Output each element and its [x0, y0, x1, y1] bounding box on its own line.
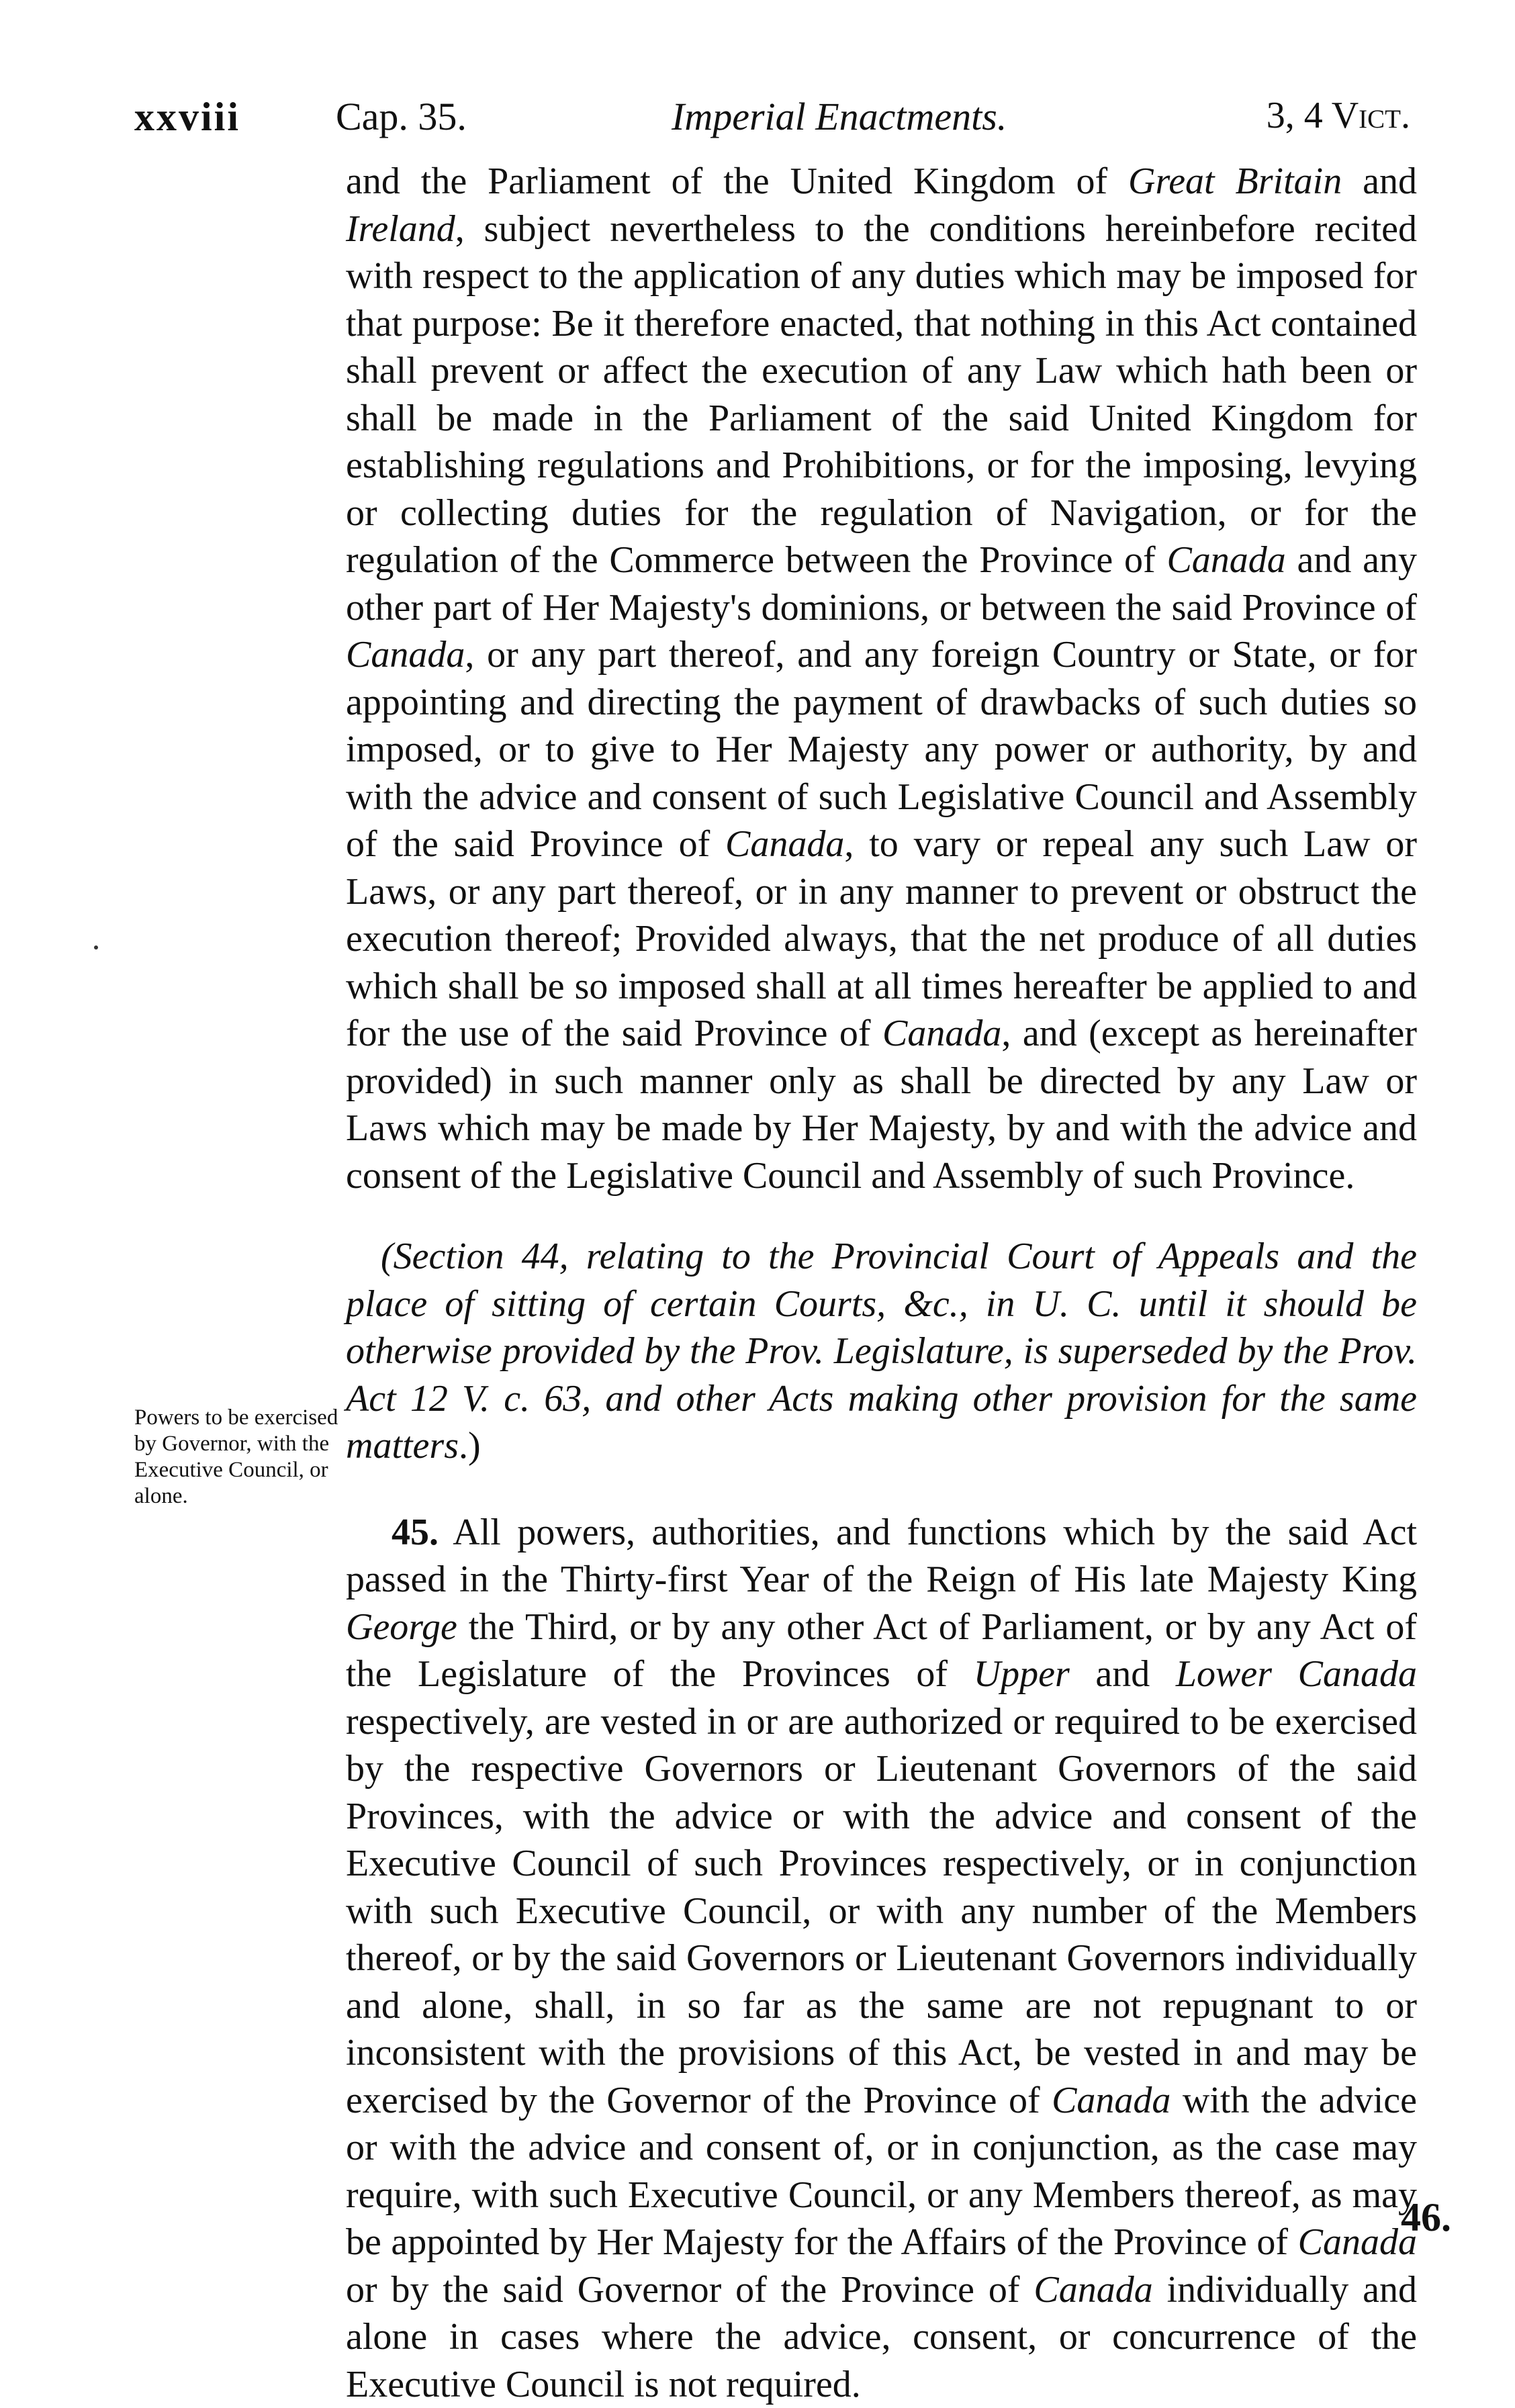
marginal-note: Powers to be exercised by Governor, with the Executive Council, or alone. — [134, 1405, 349, 1510]
section-number: 45. — [392, 1512, 439, 1553]
page-number: xxviii — [134, 94, 240, 140]
paragraph-continuation: and the Parliament of the United Kingdom of Great Britain and Ireland, subject nevertheless to the conditions hereinbefore recited with respect to the application of any duties which may be imposed for that purpose: Be it therefore enacted, that nothing in this Act contained shall prevent or affect the execution of any Law which hath been or shall be made in the Parliament of the said United Kingdom for establishing regulations and Prohibitions, or for the imposing, levying or collecting duties for the regulation of Navigation, or for the regulation of the Commerce between the Province of Canada and any other part of Her Majesty's dominions, or between the said Province of Canada, or any part thereof, and any foreign Country or State, or for appointing and directing the payment of drawbacks of such duties so imposed, or to give to Her Majesty any power or authority, by and with the advice and consent of such Legislative Council and Assembly of the said Province of Canada, to vary or repeal any such Law or Laws, or any part thereof, or in any manner to prevent or obstruct the execution thereof; Provided always, that the net produce of all duties which shall be so imposed shall at all times hereafter be applied to and for the use of the said Province of Canada, and (except as hereinafter provided) in such manner only as shall be directed by any Law or Laws which may be made by Her Majesty, by and with the advice and consent of the Legislative Council and Assembly of such Province. — [346, 158, 1417, 1199]
paper-speck — [94, 945, 98, 950]
chapter-reference: Cap. 35. — [336, 94, 467, 139]
page-header — [134, 94, 1410, 154]
regnal-year: 3, 4 Vict. — [1267, 94, 1410, 137]
catchword: 46. — [1401, 2194, 1451, 2241]
section-45: 45. All powers, authorities, and functions which by the said Act passed in the Thirty-first Year of the Reign of His late Majesty King George the Third, or by any other Act of Parliament, or by any Act of the Legislature of the Provinces of Upper and Lower Canada respectively, are vested in or are authorized or required to be exercised by the respective Governors or Lieutenant Governors of the said Provinces, with the advice or with the advice and consent of the Executive Council of such Provinces respectively, or in conjunction with such Executive Council, or with any number of the Members thereof, or by the said Governors or Lieutenant Governors individually and alone, shall, in so far as the same are not repugnant to or inconsistent with the provisions of this Act, be vested in and may be exercised by the Governor of the Province of Canada with the advice or with the advice and consent of, or in conjunction, as the case may require, with such Executive Council, or any Members thereof, as may be appointed by Her Majesty for the Affairs of the Province of Canada or by the said Governor of the Province of Canada individually and alone in cases where the advice, consent, or concurrence of the Executive Council is not required. — [346, 1509, 1417, 2408]
main-text — [346, 158, 1417, 2408]
running-title: Imperial Enactments. — [672, 94, 1007, 139]
editorial-note: (Section 44, relating to the Provincial Court of Appeals and the place of sitting of certain Courts, &c., in U. C. until it should be otherwise provided by the Prov. Legislature, is superseded by the Prov. Act 12 V. c. 63, and other Acts making other provision for the same matters.) — [346, 1233, 1417, 1470]
